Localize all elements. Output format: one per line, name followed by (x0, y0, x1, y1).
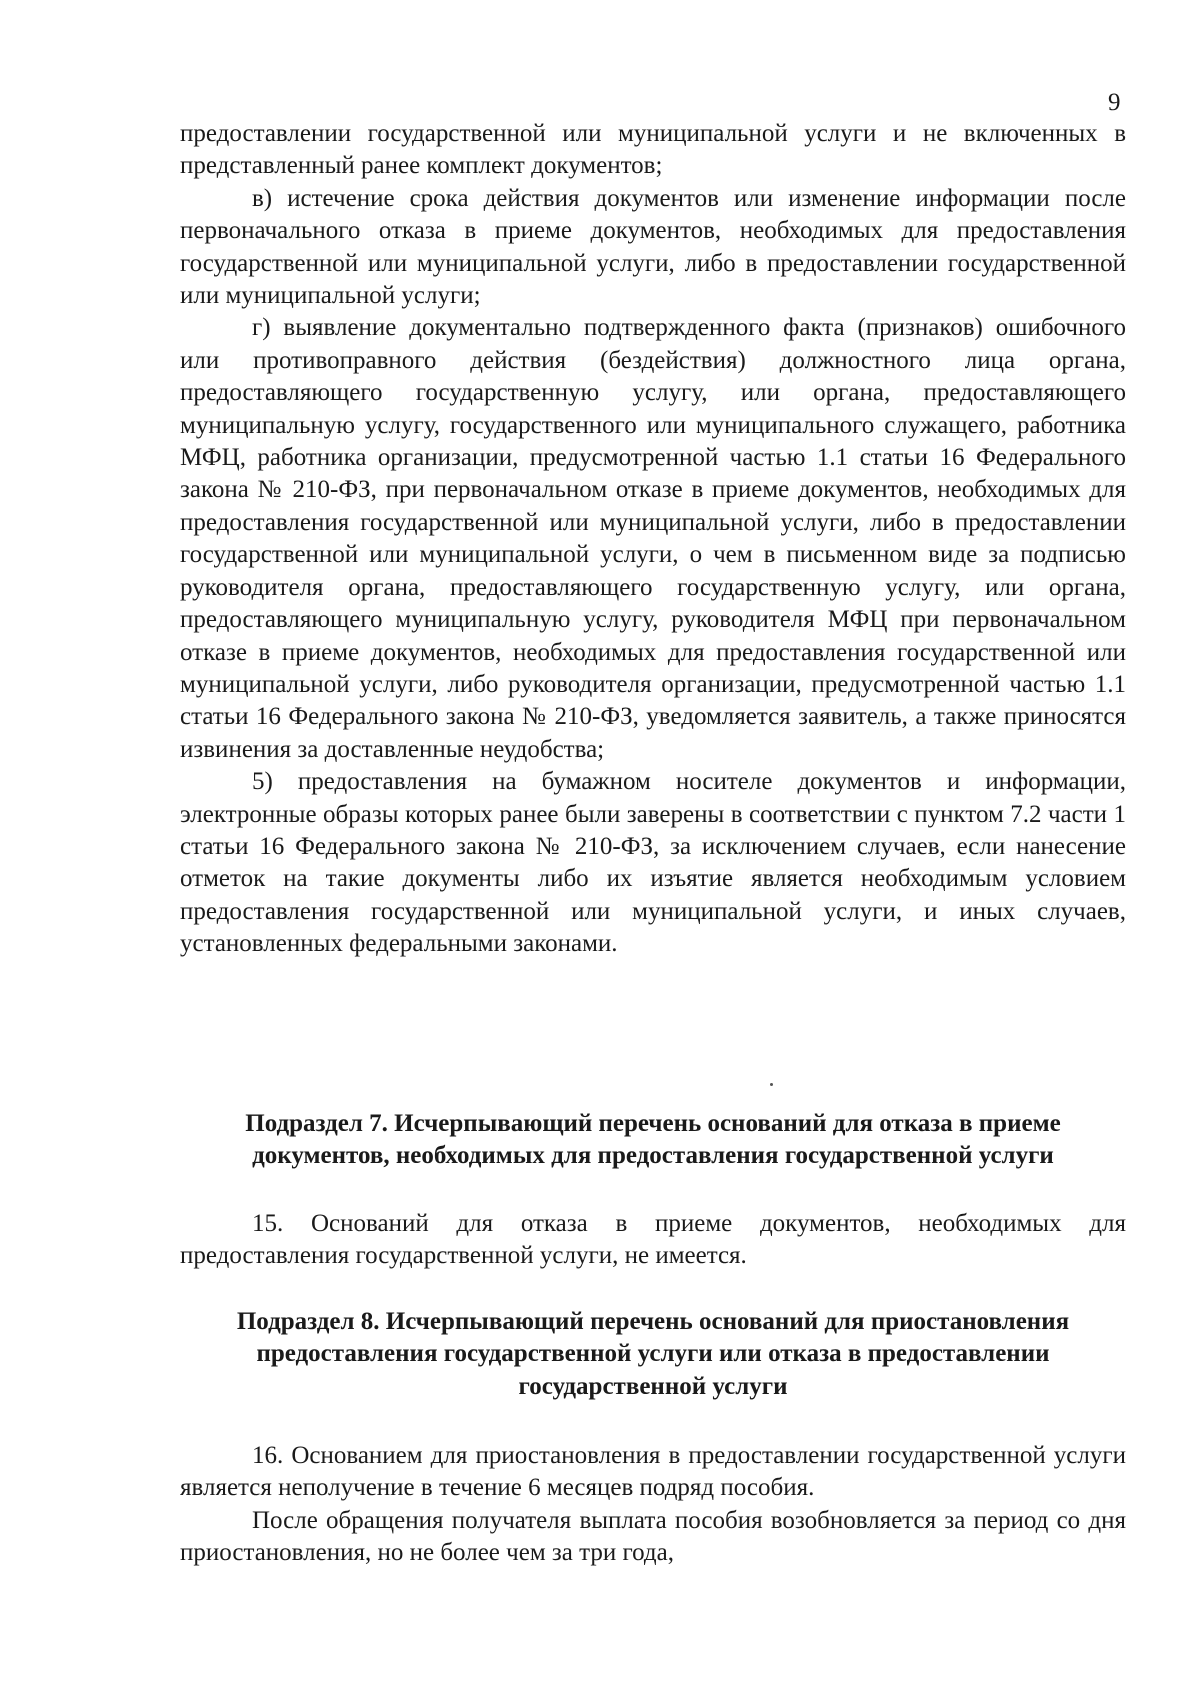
section-8-heading: Подраздел 8. Исчерпывающий перечень оснований для приостановления предоставления государственной услуги или отказа в предоставлении государственной услуги (236, 1308, 1070, 1400)
paragraph-item-5: 5) предоставления на бумажном носителе документов и информации, электронные образы которых ранее были заверены в соответствии с пунктом 7.2 части 1 статьи 16 Федерального закона № 210-ФЗ, за исключением случаев, если нанесение отметок на такие документы либо их изъятие является необходимым условием предоставления государственной или муниципальной услуги, и иных случаев, установленных федеральными законами. (180, 768, 1126, 958)
section-8-body (180, 1440, 1126, 1570)
paragraph-16-continued: После обращения получателя выплата пособия возобновляется за период со дня приостановления, но не более чем за три года, (180, 1506, 1126, 1567)
section-7-body (180, 1208, 1126, 1273)
section-7-heading: Подраздел 7. Исчерпывающий перечень оснований для отказа в приеме документов, необходимых для предоставления государственной услуги (245, 1110, 1061, 1170)
paragraph-15: 15. Оснований для отказа в приеме документов, необходимых для предоставления государственной услуги, не имеется. (180, 1210, 1126, 1270)
paragraph-item-g: г) выявление документально подтвержденного факта (признаков) ошибочного или противоправного действия (бездействия) должностного лица органа, предоставляющего государственную услугу, или органа, предоставляющего муниципальную услугу, государственного или муниципального служащего, работника МФЦ, работника организации, предусмотренной частью 1.1 статьи 16 Федерального закона № 210-ФЗ, при первоначальном отказе в приеме документов, необходимых для предоставления государственной или муниципальной услуги, либо в предоставлении государственной или муниципальной услуги, о чем в письменном виде за подписью руководителя органа, предоставляющего государственную услугу, или органа, предоставляющего муниципальную услугу, руководителя МФЦ при первоначальном отказе в приеме документов, необходимых для предоставления государственной или муниципальной услуги, либо руководителя организации, предусмотренной частью 1.1 статьи 16 Федерального закона № 210-ФЗ, уведомляется заявитель, а также приносятся извинения за доставленные неудобства; (180, 314, 1126, 763)
page-number: 9 (1108, 89, 1121, 116)
paragraph-continuation: предоставлении государственной или муниципальной услуги и не включенных в представленный ранее комплект документов; (180, 120, 1126, 180)
scan-speck (770, 1083, 773, 1086)
body-text-top (180, 118, 1126, 961)
paragraph-item-v: в) истечение срока действия документов или изменение информации после первоначального отказа в приеме документов, необходимых для предоставления государственной или муниципальной услуги, либо в предоставлении государственной или муниципальной услуги; (180, 184, 1126, 310)
paragraph-16: 16. Основанием для приостановления в предоставлении государственной услуги является неполучение в течение 6 месяцев подряд пособия. (180, 1442, 1126, 1502)
